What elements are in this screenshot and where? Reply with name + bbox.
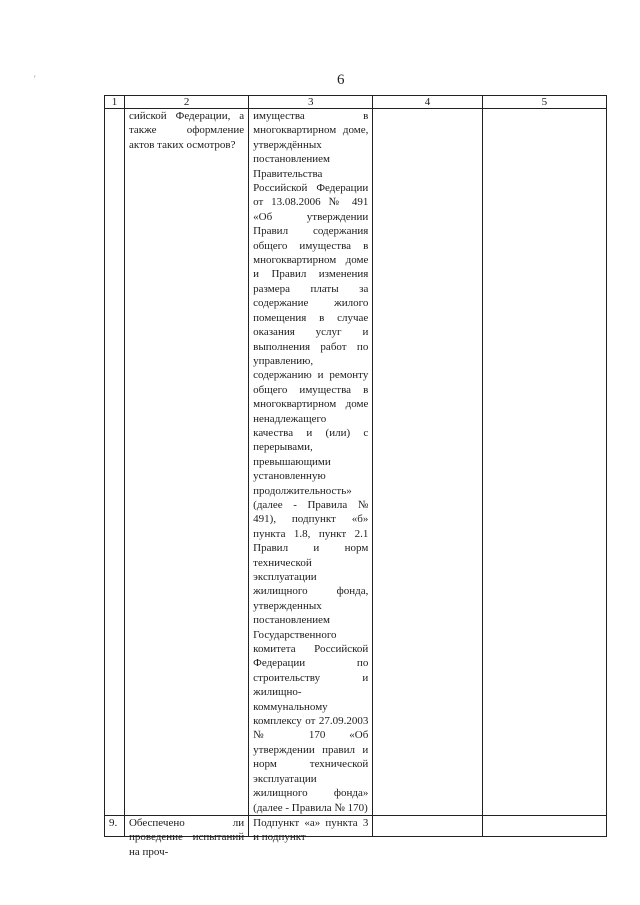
page-number: 6 — [337, 72, 345, 88]
question-cell — [124, 815, 248, 858]
header-col-1: 1 — [105, 96, 125, 109]
scan-speck: ' — [34, 74, 36, 84]
header-col-4: 4 — [373, 96, 482, 109]
question-cell — [124, 109, 248, 816]
header-col-2: 2 — [124, 96, 248, 109]
col5-cell — [482, 815, 606, 836]
question-text: Обеспечено ли проведение испытаний на проч- — [128, 816, 245, 858]
header-col-3: 3 — [249, 96, 373, 109]
table-header-row — [105, 96, 607, 109]
requirements-table — [104, 95, 607, 858]
reference-text: Подпункт «а» пункта 3 и подпункт — [253, 816, 369, 844]
header-col-5: 5 — [482, 96, 606, 109]
reference-cell — [249, 109, 373, 816]
question-text: сийской Федерации, а также оформление актов таких осмотров? — [128, 110, 245, 151]
col5-cell — [482, 109, 606, 816]
reference-cell — [249, 815, 373, 844]
reference-text: имущества в многоквартирном доме, утверждённых постановлением Правительства Российской Федерации от 13.08.2006 № 491 «Об утверждении Правил содержания общего имущества в многоквартирном доме и Правил изменения размера платы за содержание жилого помещения в случае оказания услуг и выполнения работ по управлению, содержанию и ремонту общего имущества в многоквартирном доме ненадлежащего качества и (или) с перерывами, превышающими установленную продолжительность» (далее - Правила № 491), подпункт «б» пункта 1.8, пункт 2.1 Правил и норм технической эксплуатации жилищного фонда, утвержденных постановлением Государственного комитета Российской Федерации по строительству и жилищно-коммунальному комплексу от 27.09.2003 № 170 «Об утверждении правил и норм технической эксплуатации жилищного фонда» (далее - Правила № 170) — [253, 110, 369, 814]
col4-cell — [373, 815, 482, 836]
row-number: 9. — [105, 815, 125, 836]
row-number — [105, 109, 125, 816]
table-row — [105, 815, 607, 836]
col4-cell — [373, 109, 482, 816]
table-row — [105, 109, 607, 816]
